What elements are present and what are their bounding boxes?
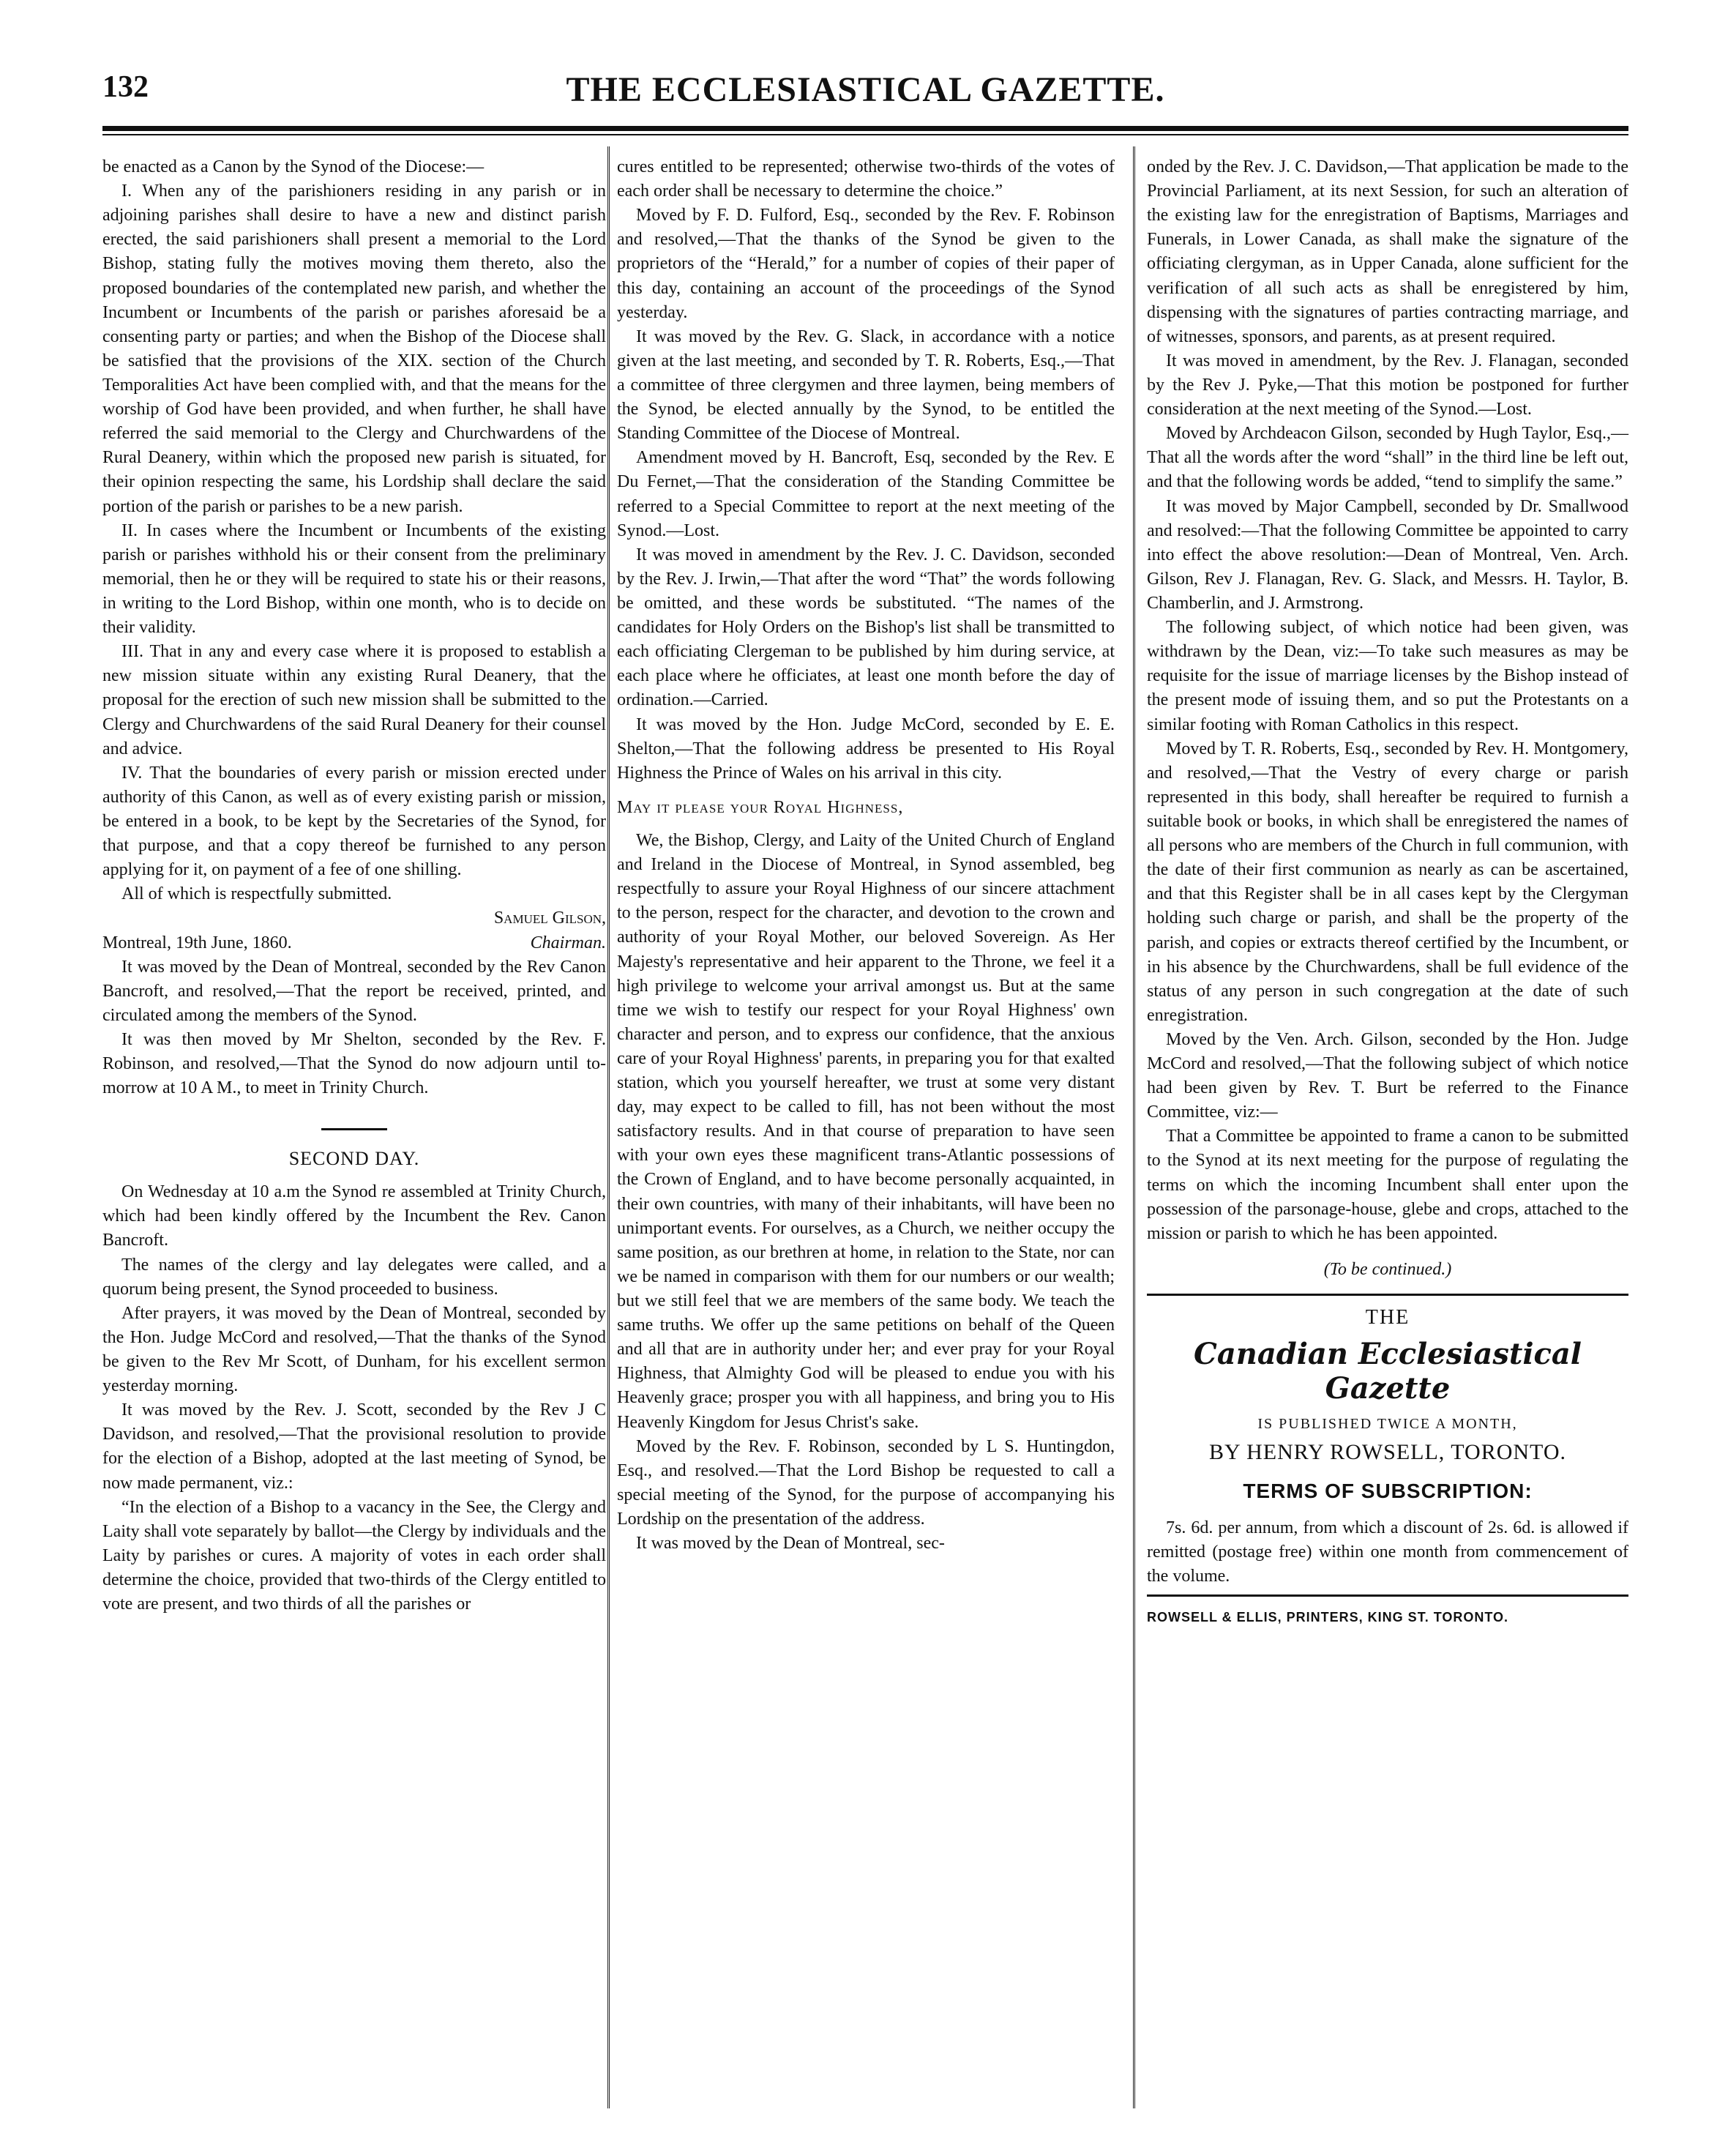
printer-imprint: ROWSELL & ELLIS, PRINTERS, KING ST. TORONTO. — [1147, 1610, 1509, 1625]
address-salutation: May it please your Royal Highness, — [617, 797, 904, 817]
paragraph: It was moved by the Rev. J. Scott, seconded by the Rev J C Davidson, and resolved,—That the provisional resolution to provide for the election of a Bishop, adopted at the last meeting of Synod, be now made permanent, viz.: — [102, 1400, 606, 1493]
terms-text: 7s. 6d. per annum, from which a discount of 2s. 6d. is allowed if remitted (postage free) within one month from commencement of the volume. — [1147, 1518, 1628, 1586]
paragraph: Moved by F. D. Fulford, Esq., seconded by the Rev. F. Robinson and resolved,—That the thanks of the Synod be given to the proprietors of the “Herald,” for a number of copies of their paper of this day, containing an account of the proceedings of the Synod yesterday. — [617, 206, 1115, 322]
paragraph: We, the Bishop, Clergy, and Laity of the United Church of England and Ireland in the Diocese of Montreal, in Synod assembled, beg respectfully to assure your Royal Highness of our sincere attachment to the person, respect for the character, and devotion to the crown and authority of your Royal Mother, our beloved Sovereign. As Her Majesty's representative and heir apparent to the Throne, we feel it a high privilege to welcome your arrival amongst us. But at the same time we wish to testify our respect for your Royal Highness' own character and person, and to express our confidence, that the anxious care of your Royal Highness' parents, in preparing you for that exalted station, which you yourself hereafter, we trust at some very distant day, may expect to be called to fill, has not been without the most satisfactory results. And in that course of preparation to have seen with your own eyes these magnificent trans-Atlantic possessions of the Crown of England, and to have become personally acquainted, in their own countries, with many of their inhabitants, will have been no unimportant events. For ourselves, as a Church, we neither occupy the same position, as our brethren at home, in relation to the State, nor can we be named in comparison with them for our numbers or our wealth; but we still feel that we are members of the same body. We teach the same truths. We offer up the same petitions on behalf of the Queen and all that are in authority under her; and ever pray for your Royal Highness, that Almighty God will be pleased to endue you with his Heavenly grace; prosper you with all happiness, and bring you to His Heavenly Kingdom for Jesus Christ's sake. — [617, 830, 1115, 1432]
paragraph: That a Committee be appointed to frame a canon to be submitted to the Synod at its next meeting for the purpose of regulating the terms on which the incoming Incumbent shall enter upon the possession of the parsonage-house, glebe and crops, attached to the mission or parish to which he has been appointed. — [1147, 1127, 1628, 1243]
paragraph: It was moved by Major Campbell, seconded by Dr. Smallwood and resolved:—That the following Committee be appointed to carry into effect the above resolution:—Dean of Montreal, Ven. Arch. Gilson, Rev J. Flanagan, Rev. G. Slack, and Messrs. H. Taylor, B. Chamberlin, and J. Armstrong. — [1147, 496, 1628, 613]
paragraph: IV. That the boundaries of every parish or mission erected under authority of this Canon, as well as of every existing parish or mission, be entered in a book, to be kept by the Secretaries of the Synod, for that purpose, and that a copy thereof be furnished to any person applying for it, on payment of a fee of one shilling. — [102, 763, 606, 880]
signature-place-date: Montreal, 19th June, 1860. — [102, 933, 292, 952]
paragraph: It was moved by the Hon. Judge McCord, seconded by E. E. Shelton,—That the following address be presented to His Royal Highness the Prince of Wales on his arrival in this city. — [617, 715, 1115, 783]
header-rule-thin — [102, 134, 1628, 135]
column-middle — [617, 155, 1115, 1556]
advert-publication-name: Canadian Ecclesiastical Gazette — [1194, 1337, 1582, 1406]
section-heading: SECOND DAY. — [288, 1148, 420, 1170]
paragraph: The following subject, of which notice had been given, was withdrawn by the Dean, viz:—To take such measures as may be requisite for the issue of marriage licenses by the Bishop instead of the present mode of issuing them, and so put the Protestants on a similar footing with Roman Catholics in this respect. — [1147, 618, 1628, 734]
page-number: 132 — [102, 70, 149, 104]
paragraph: It was moved by the Dean of Montreal, sec- — [636, 1534, 945, 1553]
paragraph: Moved by Archdeacon Gilson, seconded by Hugh Taylor, Esq.,—That all the words after the word “shall” in the third line be left out, and that the following words be added, “tend to simplify the same.” — [1147, 424, 1628, 492]
section-rule — [321, 1128, 387, 1130]
paragraph: It was then moved by Mr Shelton, seconded by the Rev. F. Robinson, and resolved,—That the Synod do now adjourn until to-morrow at 10 A M., to meet in Trinity Church. — [102, 1029, 606, 1098]
column-right — [1147, 155, 1628, 1625]
paragraph: Moved by the Ven. Arch. Gilson, seconded by the Hon. Judge McCord and resolved,—That the following subject of which notice had been given by Rev. T. Burt be referred to the Finance Committee, viz:— — [1147, 1029, 1628, 1122]
paragraph: The names of the clergy and lay delegates were called, and a quorum being present, the Synod proceeded to business. — [102, 1255, 606, 1299]
paragraph: “In the election of a Bishop to a vacancy in the See, the Clergy and Laity shall vote separately by ballot—the Clergy by individuals and the Laity by parishes or cures. A majority of votes in each order shall determine the choice, provided that two-thirds of the Clergy entitled to vote are present, and two thirds of all the parishes or — [102, 1497, 606, 1614]
paragraph: It was moved in amendment by the Rev. J. C. Davidson, seconded by the Rev. J. Irwin,—That after the word “That” the words following be omitted, and these words be substituted. “The names of the candidates for Holy Orders on the Bishop's list shall be transmitted to each officiating Clergeman to be published by him during service, at each place where he officiates, at least one month before the day of ordination.—Carried. — [617, 545, 1115, 710]
paragraph: be enacted as a Canon by the Synod of the Diocese:— — [102, 157, 485, 176]
advert-rule-bottom — [1147, 1594, 1628, 1597]
paragraph: onded by the Rev. J. C. Davidson,—That application be made to the Provincial Parliament, at its next Session, for such an alteration of the existing law for the enregistration of Baptisms, Marriages and Funerals, in Lower Canada, as shall make the signature of the officiating clergyman, as in Upper Canada, alone sufficient for the verification of all such acts as shall be enregistered by him, dispensing with the signatures of parties contracting marriage, and of witnesses, sponsors, and parents, as at present required. — [1147, 157, 1628, 346]
advert-rule-top — [1147, 1294, 1628, 1296]
paragraph: It was moved by the Rev. G. Slack, in accordance with a notice given at the last meeting, and seconded by T. R. Roberts, Esq.,—That a committee of three clergymen and three laymen, being members of the Synod, be elected annually by the Synod, to be entitled the Standing Committee of the Diocese of Montreal. — [617, 327, 1115, 444]
paragraph: Moved by the Rev. F. Robinson, seconded by L S. Huntingdon, Esq., and resolved.—That the Lord Bishop be requested to call a special meeting of the Synod, for the purpose of accompanying his Lordship on the presentation of the address. — [617, 1436, 1115, 1529]
advert-the: THE — [1365, 1306, 1410, 1329]
advert-publisher: BY HENRY ROWSELL, TORONTO. — [1209, 1440, 1566, 1465]
column-left — [102, 155, 606, 1616]
signature-role: Chairman. — [530, 933, 606, 952]
paragraph: After prayers, it was moved by the Dean of Montreal, seconded by the Hon. Judge McCord and resolved,—That the thanks of the Synod be given to the Rev Mr Scott, of Dunham, for his excellent sermon yesterday morning. — [102, 1303, 606, 1396]
column-divider — [1133, 146, 1135, 2108]
page-header — [102, 70, 1628, 121]
paragraph: It was moved by the Dean of Montreal, seconded by the Rev Canon Bancroft, and resolved,—That the report be received, printed, and circulated among the members of the Synod. — [102, 957, 606, 1025]
paragraph: III. That in any and every case where it is proposed to establish a new mission situate within any existing Rural Deanery, that the proposal for the erection of such new mission shall be submitted to the Clergy and Churchwardens of the said Rural Deanery for their counsel and advice. — [102, 642, 606, 758]
paragraph: cures entitled to be represented; otherwise two-thirds of the votes of each order shall be necessary to determine the choice.” — [617, 157, 1115, 201]
signature-name: Samuel Gilson, — [493, 909, 606, 928]
paragraph: On Wednesday at 10 a.m the Synod re assembled at Trinity Church, which had been kindly offered by the Incumbent the Rev. Canon Bancroft. — [102, 1182, 606, 1250]
advert-frequency: IS PUBLISHED TWICE A MONTH, — [1257, 1416, 1518, 1433]
signature-line — [102, 931, 606, 955]
subscription-advert — [1147, 1306, 1628, 1503]
paragraph: II. In cases where the Incumbent or Incumbents of the existing parish or parishes withhold his or their consent from the preliminary memorial, then he or they will be required to state his or their reasons, in writing to the Lord Bishop, within one month, who is to decide on their validity. — [102, 521, 606, 638]
paragraph: Moved by T. R. Roberts, Esq., seconded by Rev. H. Montgomery, and resolved,—That the Vestry of every charge or parish represented in this body, shall hereafter be required to furnish a suitable book or books, in which shall be enregistered the names of all persons who are members of the Church in full communion, with the date of their first communion as nearly as can be ascertained, and that this Register shall be in all cases kept by the Clergyman holding such charge or parish, and shall be the property of the parish, and copies or extracts thereof certified by the Incumbent, or in his absence by the Churchwardens, shall be full evidence of the status of any person in such congregation at the date of such enregistration. — [1147, 739, 1628, 1025]
gazette-title: THE ECCLESIASTICAL GAZETTE. — [566, 70, 1165, 109]
header-rule — [102, 126, 1628, 131]
terms-heading: TERMS OF SUBSCRIPTION: — [1243, 1480, 1533, 1503]
paragraph: It was moved in amendment, by the Rev. J. Flanagan, seconded by the Rev J. Pyke,—That this motion be postponed for further consideration at the next meeting of the Synod.—Lost. — [1147, 351, 1628, 419]
paragraph: All of which is respectfully submitted. — [121, 884, 392, 904]
continued-note: (To be continued.) — [1323, 1259, 1452, 1279]
paragraph: I. When any of the parishioners residing in any parish or in adjoining parishes shall desire to have a new and distinct parish erected, the said parishioners shall present a memorial to the Lord Bishop, stating fully the motives moving them thereto, also the proposed boundaries of the contemplated new parish, and whether the Incumbent or Incumbents of the parish or parishes aforesaid be a consenting party or parties; and when the Bishop of the Diocese shall be satisfied that the provisions of the XIX. section of the Church Temporalities Act have been complied with, and that the means for the worship of God have been provided, and when further, he shall have referred the said memorial to the Clergy and Churchwardens of the Rural Deanery, within which the proposed new parish is situated, for their opinion respecting the same, his Lordship shall declare the said portion of the parish or parishes to be a new parish. — [102, 182, 606, 516]
paragraph: Amendment moved by H. Bancroft, Esq, seconded by the Rev. E Du Fernet,—That the consideration of the Standing Committee be referred to a Special Committee to report at the next meeting of the Synod.—Lost. — [617, 448, 1115, 540]
column-divider — [607, 146, 610, 2108]
